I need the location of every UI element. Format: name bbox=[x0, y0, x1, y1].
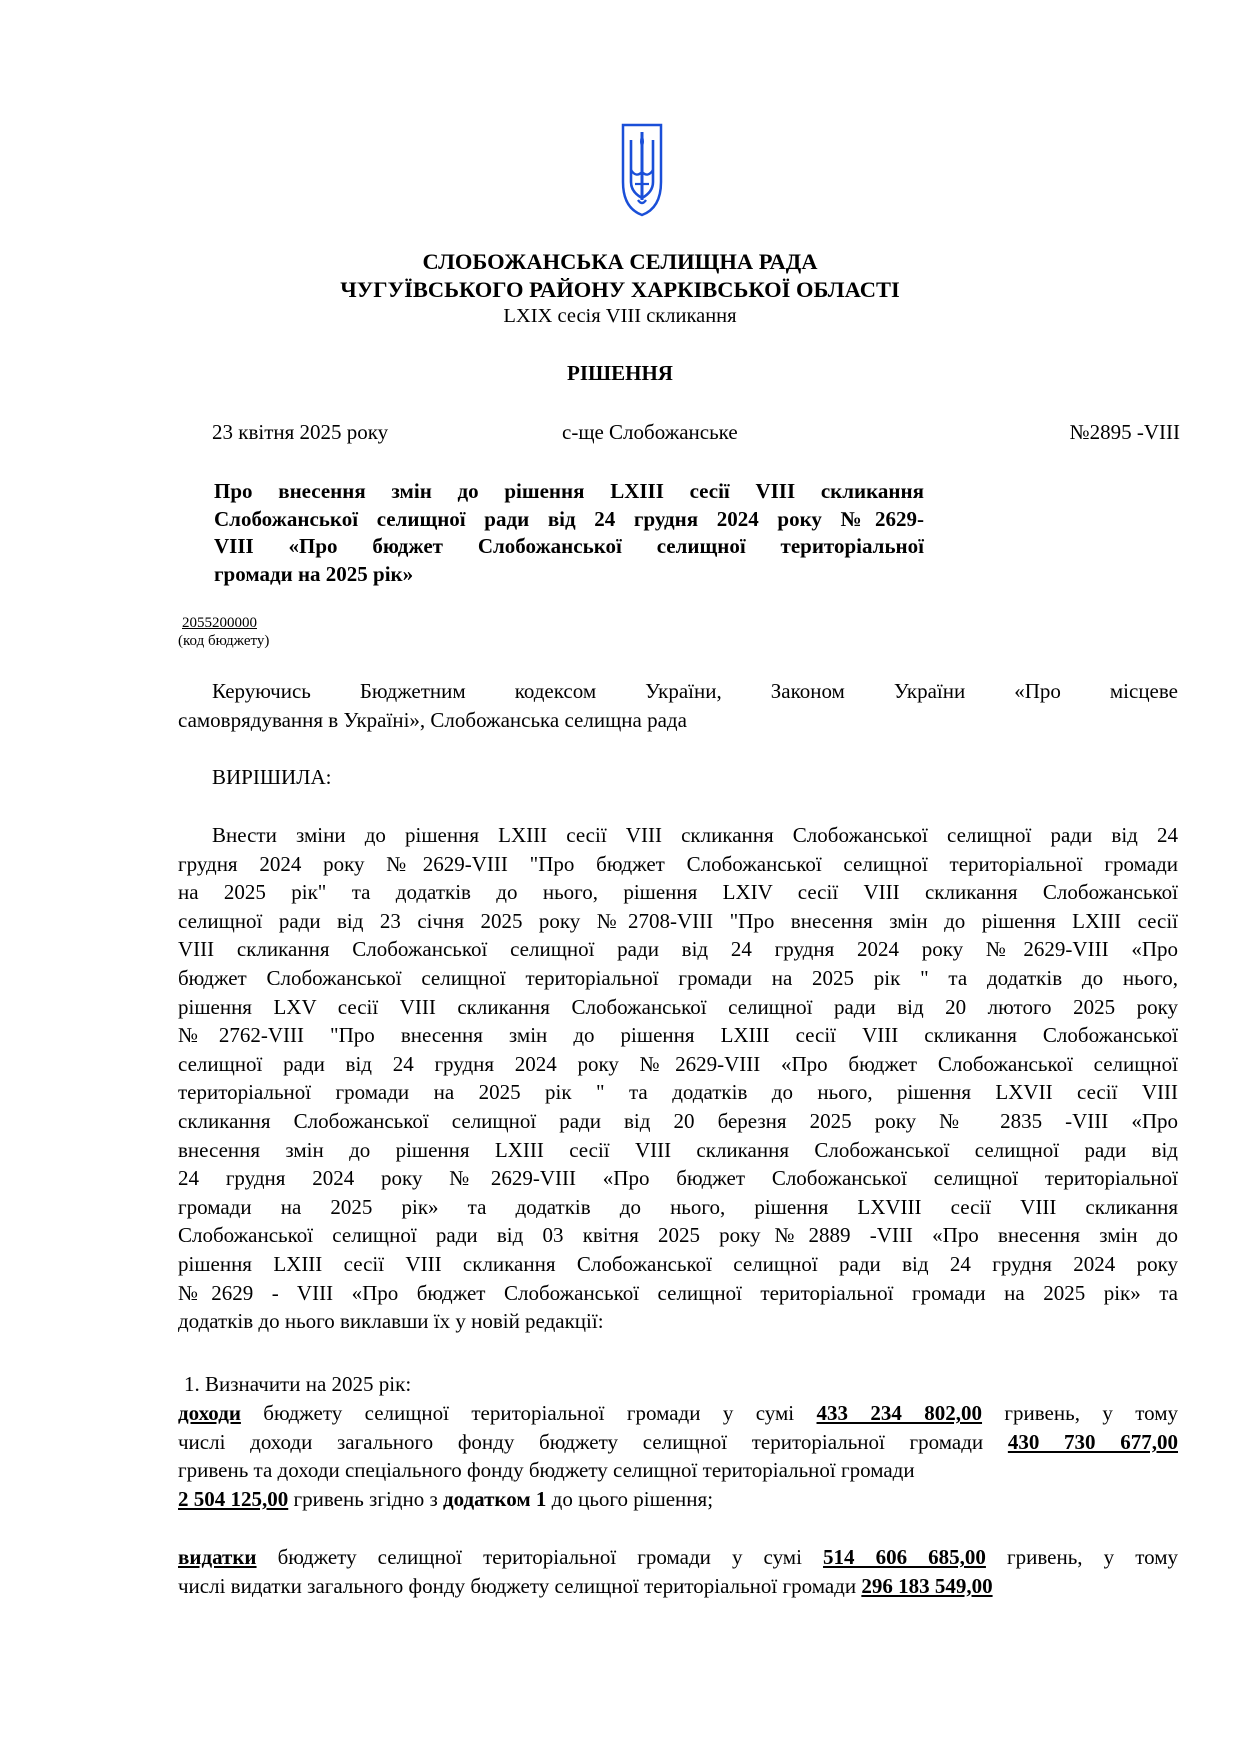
decision-place: с-ще Слобожанське bbox=[562, 420, 738, 444]
coat-of-arms-icon bbox=[620, 122, 664, 218]
decision-date: 23 квітня 2025 року bbox=[212, 420, 389, 444]
preamble-line: самоврядування в Україні», Слобожанська селищна рада bbox=[178, 707, 687, 732]
main-line: VIII скликання Слобожанської селищної ради від 24 грудня 2024 року №2629-VIII «Про bbox=[178, 937, 1178, 962]
budget-code-label: (код бюджету) bbox=[178, 633, 270, 649]
decision-number: №2895 -VIII bbox=[1069, 420, 1180, 444]
item-1-heading: 1. Визначити на 2025 рік: bbox=[184, 1372, 412, 1396]
main-line: Внести зміни до рішення LXIII сесії VIII скликання Слобожанської селищної ради від 24 bbox=[212, 823, 1178, 847]
main-line: 24 грудня 2024 року №2629-VIII «Про бюджет Слобожанської селищної територіальної bbox=[178, 1166, 1178, 1191]
main-line: рішення LXV сесії VIII скликання Слобожанської селищної ради від 20 лютого 2025 року bbox=[178, 994, 1178, 1019]
expenses-word: видатки bbox=[178, 1545, 257, 1569]
district-name: ЧУГУЇВСЬКОГО РАЙОНУ ХАРКІВСЬКОЇ ОБЛАСТІ bbox=[340, 277, 900, 302]
budget-code bbox=[178, 614, 269, 650]
expenses-general-fund: 296 183 549,00 bbox=[861, 1573, 993, 1598]
revenue-total: 433 234 802,00 bbox=[816, 1401, 983, 1425]
main-line: №2629 - VIII «Про бюджет Слобожанської селищної територіальної громади на 2025 рік» та bbox=[178, 1280, 1178, 1305]
expenses-block: видатки бюджету селищної територіальної громади у сумі 514 606 685,00 гривень, у тому числі видатки загального фонду бюджету селищної територіальної громади 296 183 549,00 bbox=[178, 1545, 1178, 1598]
main-line: рішення LXIII сесії VIII скликання Слобожанської селищної ради від 24 грудня 2024 року bbox=[178, 1251, 1178, 1276]
subject-line: Слобожанської селищної ради від 24 грудня 2024 року №2629- bbox=[214, 506, 924, 531]
main-line: селищної ради від 24 грудня 2024 року №2629-VIII «Про бюджет Слобожанської селищної bbox=[178, 1051, 1178, 1076]
session-label: LXIX сесія VIII скликання bbox=[503, 305, 737, 327]
main-line: на 2025 рік" та додатків до нього, рішення LXIV сесії VIII скликання Слобожанської bbox=[178, 880, 1178, 905]
revenue-special-fund: 2 504 125,00 bbox=[178, 1486, 289, 1511]
resolved-heading: ВИРІШИЛА: bbox=[212, 765, 332, 789]
expenses-total: 514 606 685,00 bbox=[823, 1545, 986, 1569]
council-name: СЛОБОЖАНСЬКА СЕЛИЩНА РАДА bbox=[422, 249, 818, 274]
main-line: скликання Слобожанської селищної ради від 20 березня 2025 року № 2835 -VIII «Про bbox=[178, 1108, 1178, 1133]
main-line: громади на 2025 рік» та додатків до нього, рішення LXVIII сесії VIII скликання bbox=[178, 1194, 1178, 1219]
main-line: додатків до нього виклавши їх у новій редакції: bbox=[178, 1309, 604, 1334]
main-line: внесення змін до рішення LXIII сесії VIII скликання Слобожанської селищної ради від bbox=[178, 1137, 1178, 1162]
main-line: Слобожанської селищної ради від 03 квітня 2025 року№2889 -VIII «Про внесення змін до bbox=[178, 1223, 1178, 1248]
subject-line: громади на 2025 рік» bbox=[214, 561, 414, 586]
revenue-general-fund: 430 730 677,00 bbox=[1007, 1429, 1179, 1454]
main-paragraph bbox=[178, 821, 1178, 1336]
main-line: селищної ради від 23 січня 2025 року №2708-VIII "Про внесення змін до рішення LXIII сесії bbox=[178, 908, 1178, 933]
subject-line: Про внесення змін до рішення LXIII сесії VIII скликання bbox=[214, 479, 924, 503]
main-line: бюджет Слобожанської селищної територіальної громади на 2025 рік " та додатків до нього, bbox=[178, 965, 1178, 990]
main-line: №2762-VIII "Про внесення змін до рішення LXIII сесії VIII скликання Слобожанської bbox=[178, 1023, 1178, 1048]
revenue-block: доходи бюджету селищної територіальної громади у сумі 433 234 802,00 гривень, у тому числі доходи загального фонду бюджету селищної територіальної громади 430 730 677,00 гривень та доходи спеціального фонду бюджету селищної територіальної громади 2 504 125,00 гривень згідно з додатком 1 до цього рішення; bbox=[178, 1401, 1179, 1511]
main-line: грудня 2024 року №2629-VIII "Про бюджет Слобожанської селищної територіальної громади bbox=[178, 851, 1178, 876]
preamble bbox=[178, 677, 1178, 734]
subject-line: VIII «Про бюджет Слобожанської селищної територіальної bbox=[214, 534, 924, 558]
decision-subject bbox=[214, 478, 924, 588]
main-line: територіальної громади на 2025 рік " та додатків до нього, рішення LXVII сесії VIII bbox=[178, 1080, 1178, 1105]
annex-reference: додатком 1 bbox=[443, 1486, 547, 1511]
budget-code-value: 2055200000 bbox=[182, 615, 257, 631]
preamble-line: Керуючись Бюджетним кодексом України, Законом України «Про місцеве bbox=[212, 679, 1178, 703]
document-title: РІШЕННЯ bbox=[567, 361, 673, 385]
revenue-word: доходи bbox=[178, 1401, 241, 1425]
